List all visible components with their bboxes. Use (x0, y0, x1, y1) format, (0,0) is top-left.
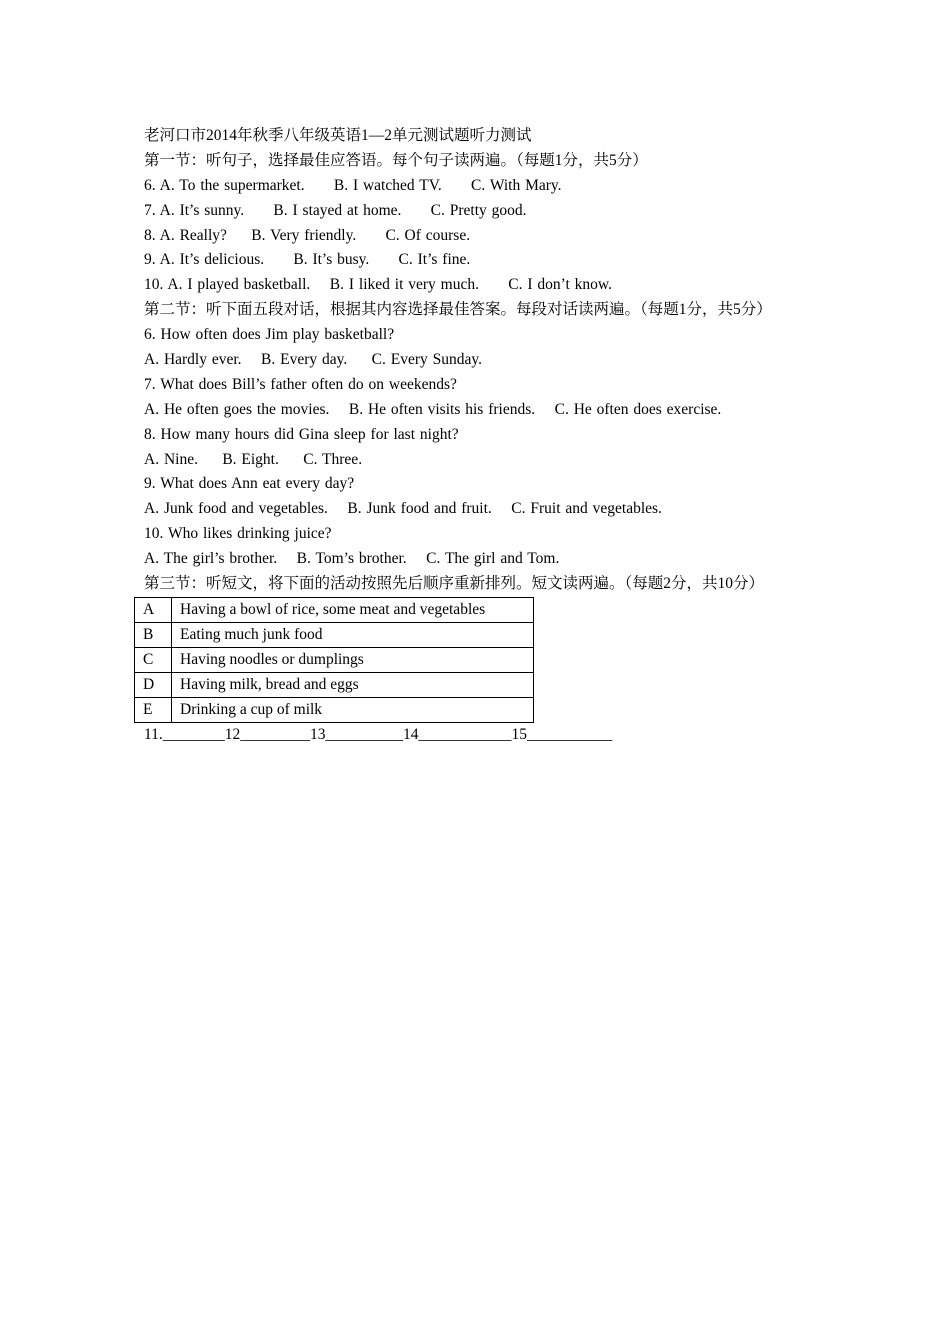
section2-question: 7. What does Bill’s father often do on weekends? (144, 375, 457, 393)
section3-heading: 第三节：听短文，将下面的活动按照先后顺序重新排列。短文读两遍。（每题2分，共10分） (144, 575, 765, 593)
section1-item: 8. A. Really? B. Very friendly. C. Of course. (144, 226, 471, 244)
section2-question: 9. What does Ann eat every day? (144, 475, 355, 493)
section2-options: A. Hardly ever. B. Every day. C. Every Sunday. (144, 351, 482, 369)
activities-table (134, 597, 534, 723)
section1-item: 10. A. I played basketball. B. I liked it very much. C. I don’t know. (144, 276, 612, 294)
section2-question: 10. Who likes drinking juice? (144, 525, 332, 543)
table-row (135, 647, 534, 672)
activity-text: Having a bowl of rice, some meat and vegetables (172, 597, 534, 622)
activity-letter: B (135, 622, 172, 647)
section2-options: A. Nine. B. Eight. C. Three. (144, 450, 363, 468)
section2-question: 8. How many hours did Gina sleep for last night? (144, 425, 459, 443)
exam-title: 老河口市2014年秋季八年级英语1—2单元测试题听力测试 (144, 127, 532, 144)
table-row (135, 597, 534, 622)
activity-letter: C (135, 647, 172, 672)
section2-heading: 第二节：听下面五段对话，根据其内容选择最佳答案。每段对话读两遍。（每题1分，共5分） (144, 301, 772, 319)
table-row (135, 697, 534, 722)
activity-letter: D (135, 672, 172, 697)
section2-question: 6. How often does Jim play basketball? (144, 326, 395, 344)
section1-item: 6. A. To the supermarket. B. I watched TV. C. With Mary. (144, 176, 562, 194)
exam-page (144, 124, 844, 748)
table-row (135, 672, 534, 697)
section2-options: A. Junk food and vegetables. B. Junk food and fruit. C. Fruit and vegetables. (144, 500, 662, 518)
activity-text: Having milk, bread and eggs (172, 672, 534, 697)
activity-letter: A (135, 597, 172, 622)
table-row (135, 622, 534, 647)
activity-text: Having noodles or dumplings (172, 647, 534, 672)
answer-blanks[interactable]: 11.________12_________13__________14____________15___________ (144, 725, 613, 743)
activity-letter: E (135, 697, 172, 722)
activity-text: Drinking a cup of milk (172, 697, 534, 722)
activity-text: Eating much junk food (172, 622, 534, 647)
section2-options: A. He often goes the movies. B. He often visits his friends. C. He often does exercise. (144, 400, 722, 418)
section2-options: A. The girl’s brother. B. Tom’s brother. C. The girl and Tom. (144, 550, 560, 568)
section1-heading: 第一节：听句子，选择最佳应答语。每个句子读两遍。（每题1分，共5分） (144, 151, 648, 169)
section1-item: 9. A. It’s delicious. B. It’s busy. C. It’s fine. (144, 251, 471, 269)
section1-item: 7. A. It’s sunny. B. I stayed at home. C. Pretty good. (144, 201, 527, 219)
